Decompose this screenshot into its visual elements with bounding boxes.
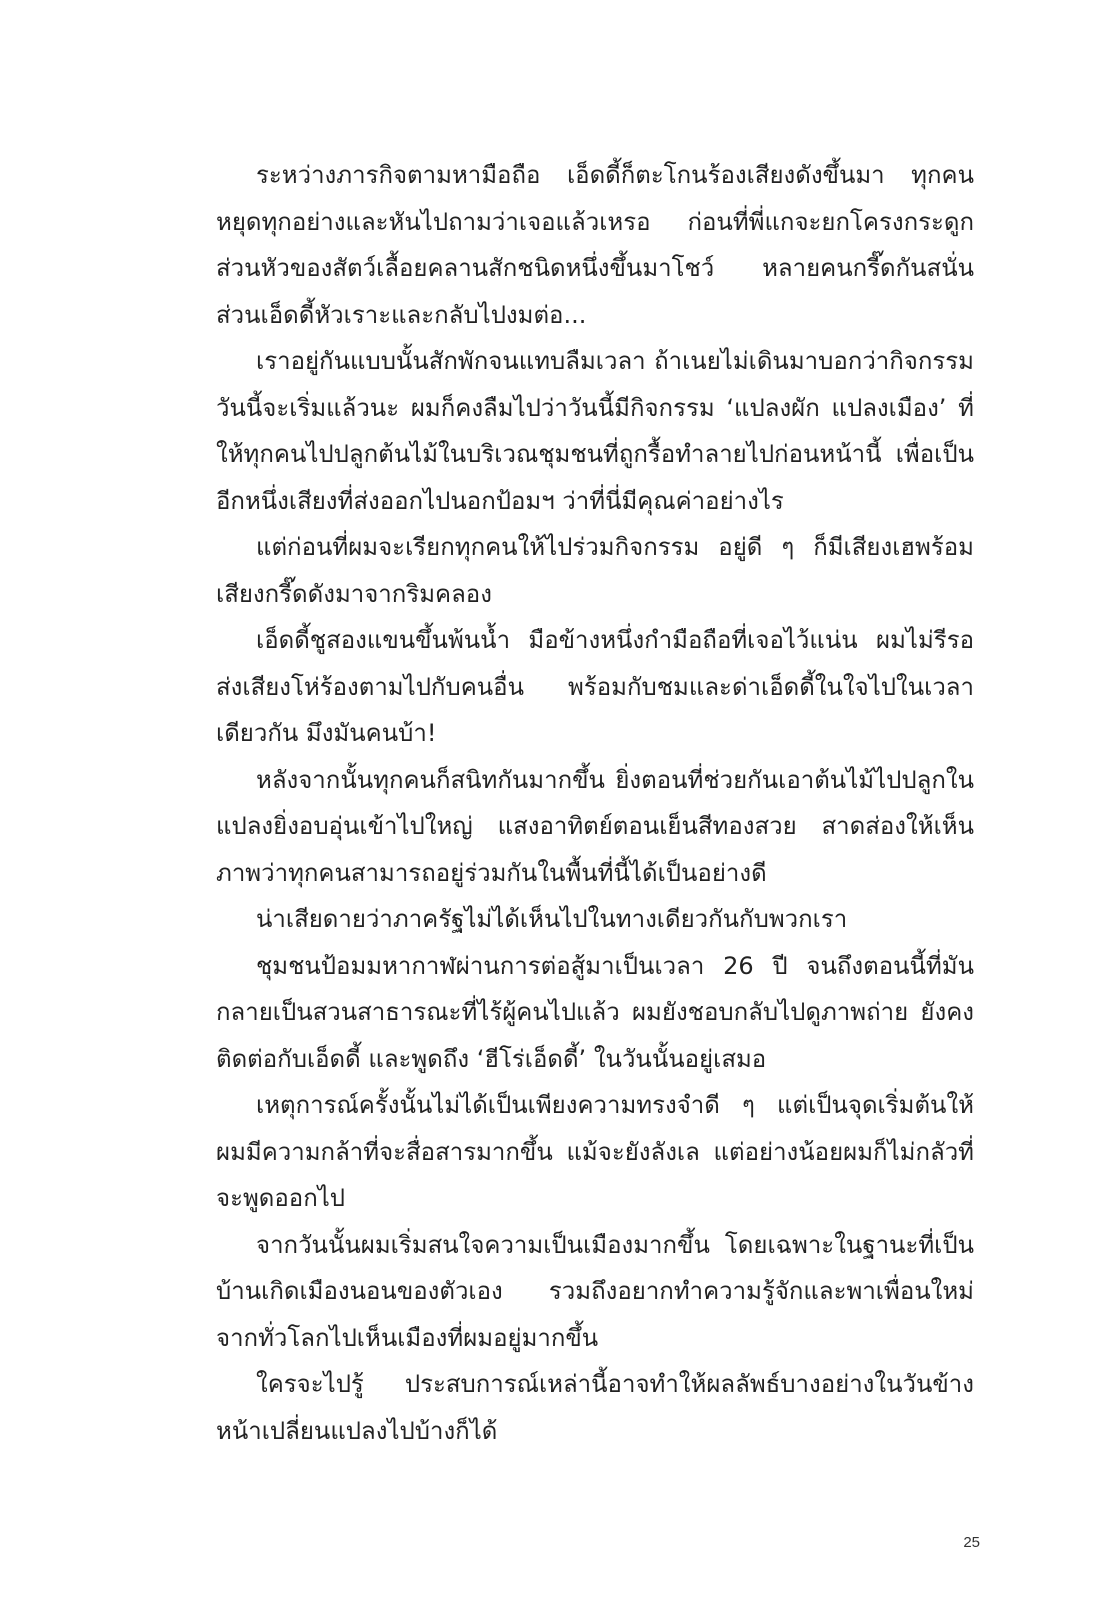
page-number: 25 xyxy=(963,1534,980,1551)
paragraph-8: เหตุการณ์ครั้งนั้นไม่ได้เป็นเพียงความทรงจำดี ๆ แต่เป็นจุดเริ่มต้นให้ผมมีความกล้าที่จะสื่อสารมากขึ้น แม้จะยังลังเล แต่อย่างน้อยผมก็ไม่กลัวที่จะพูดออกไป xyxy=(216,1091,974,1212)
paragraph-5: หลังจากนั้นทุกคนก็สนิทกันมากขึ้น ยิ่งตอนที่ช่วยกันเอาต้นไม้ไปปลูกในแปลงยิ่งอบอุ่นเข้าไปใหญ่ แสงอาทิตย์ตอนเย็นสีทองสวย สาดส่องให้เห็นภาพว่าทุกคนสามารถอยู่ร่วมกันในพื้นที่นี้ได้เป็นอย่างดี xyxy=(216,765,974,887)
body-text xyxy=(216,152,974,1454)
paragraph-7: ชุมชนป้อมมหากาฬผ่านการต่อสู้มาเป็นเวลา 26 ปี จนถึงตอนนี้ที่มันกลายเป็นสวนสาธารณะที่ไร้ผู้คนไปแล้ว ผมยังชอบกลับไปดูภาพถ่าย ยังคงติดต่อกับเอ็ดดี้ และพูดถึง ‘ฮีโร่เอ็ดดี้’ ในวันนั้นอยู่เสมอ xyxy=(216,951,974,1073)
paragraph-1: ระหว่างภารกิจตามหามือถือ เอ็ดดี้ก็ตะโกนร้องเสียงดังขึ้นมา ทุกคนหยุดทุกอย่างและหันไปถามว่าเจอแล้วเหรอ ก่อนที่พี่แกจะยกโครงกระดูกส่วนหัวของสัตว์เลื้อยคลานสักชนิดหนึ่งขึ้นมาโชว์ หลายคนกรี๊ดกันสนั่น ส่วนเอ็ดดี้หัวเราะและกลับไปงมต่อ... xyxy=(216,161,974,329)
paragraph-9: จากวันนั้นผมเริ่มสนใจความเป็นเมืองมากขึ้น โดยเฉพาะในฐานะที่เป็นบ้านเกิดเมืองนอนของตัวเอง รวมถึงอยากทำความรู้จักและพาเพื่อนใหม่จากทั่วโลกไปเห็นเมืองที่ผมอยู่มากขึ้น xyxy=(216,1230,974,1352)
paragraph-3: แต่ก่อนที่ผมจะเรียกทุกคนให้ไปร่วมกิจกรรม อยู่ดี ๆ ก็มีเสียงเฮพร้อมเสียงกรี๊ดดังมาจากริมคลอง xyxy=(216,533,974,608)
paragraph-10: ใครจะไปรู้ ประสบการณ์เหล่านี้อาจทำให้ผลลัพธ์บางอย่างในวันข้างหน้าเปลี่ยนแปลงไปบ้างก็ได้ xyxy=(216,1370,974,1445)
paragraph-2: เราอยู่กันแบบนั้นสักพักจนแทบลืมเวลา ถ้าเนยไม่เดินมาบอกว่ากิจกรรมวันนี้จะเริ่มแล้วนะ ผมก็คงลืมไปว่าวันนี้มีกิจกรรม ‘แปลงผัก แปลงเมือง’ ที่ให้ทุกคนไปปลูกต้นไม้ในบริเวณชุมชนที่ถูกรื้อทำลายไปก่อนหน้านี้ เพื่อเป็นอีกหนึ่งเสียงที่ส่งออกไปนอกป้อมฯ ว่าที่นี่มีคุณค่าอย่างไร xyxy=(216,347,974,515)
paragraph-6: น่าเสียดายว่าภาครัฐไม่ได้เห็นไปในทางเดียวกันกับพวกเรา xyxy=(256,905,848,933)
paragraph-4: เอ็ดดี้ชูสองแขนขึ้นพ้นน้ำ มือข้างหนึ่งกำมือถือที่เจอไว้แน่น ผมไม่รีรอส่งเสียงโห่ร้องตามไปกับคนอื่น พร้อมกับชมและด่าเอ็ดดี้ในใจไปในเวลาเดียวกัน มึงมันคนบ้า! xyxy=(216,626,974,747)
